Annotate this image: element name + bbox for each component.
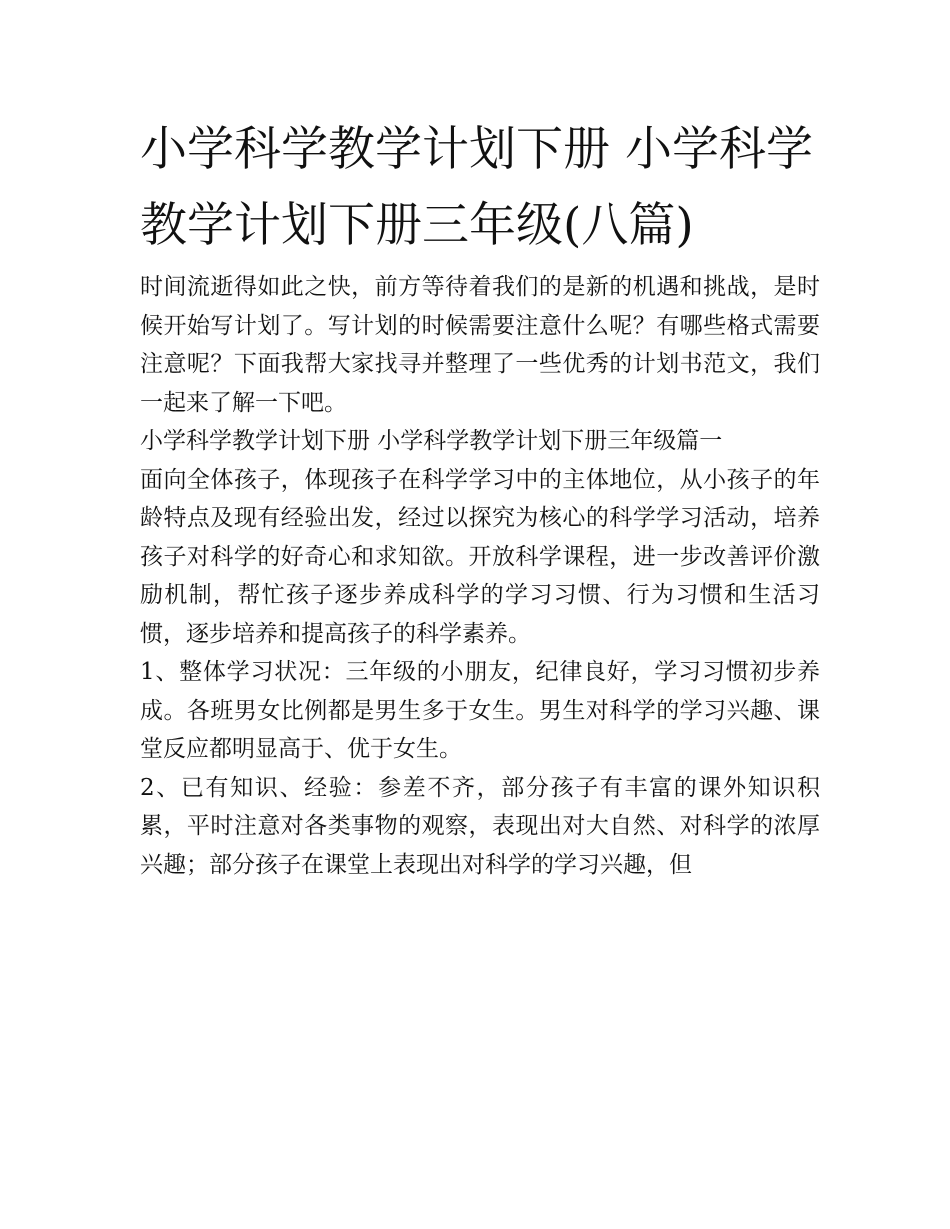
section-heading: 小学科学教学计划下册 小学科学教学计划下册三年级篇一: [140, 428, 723, 454]
list-item-1: 1、整体学习状况：三年级的小朋友，纪律良好，学习习惯初步养成。各班男女比例都是男生多于女生。男生对科学的学习兴趣、课堂反应都明显高于、优于女生。: [140, 659, 820, 762]
document-page: [140, 112, 820, 884]
document-title: 小学科学教学计划下册 小学科学教学计划下册三年级(八篇): [140, 122, 813, 253]
intro-paragraph: 时间流逝得如此之快，前方等待着我们的是新的机遇和挑战，是时候开始写计划了。写计划的时候需要注意什么呢？有哪些格式需要注意呢？下面我帮大家找寻并整理了一些优秀的计划书范文，我们一起来了解一下吧。: [140, 274, 820, 416]
list-item-2: 2、已有知识、经验：参差不齐，部分孩子有丰富的课外知识积累，平时注意对各类事物的观察，表现出对大自然、对科学的浓厚兴趣；部分孩子在课堂上表现出对科学的学习兴趣，但: [140, 774, 820, 878]
body-paragraph: 面向全体孩子，体现孩子在科学学习中的主体地位，从小孩子的年龄特点及现有经验出发，经过以探究为核心的科学学习活动，培养孩子对科学的好奇心和求知欲。开放科学课程，进一步改善评价激励机制，帮忙孩子逐步养成科学的学习习惯、行为习惯和生活习惯，逐步培养和提高孩子的科学素养。: [140, 466, 820, 647]
